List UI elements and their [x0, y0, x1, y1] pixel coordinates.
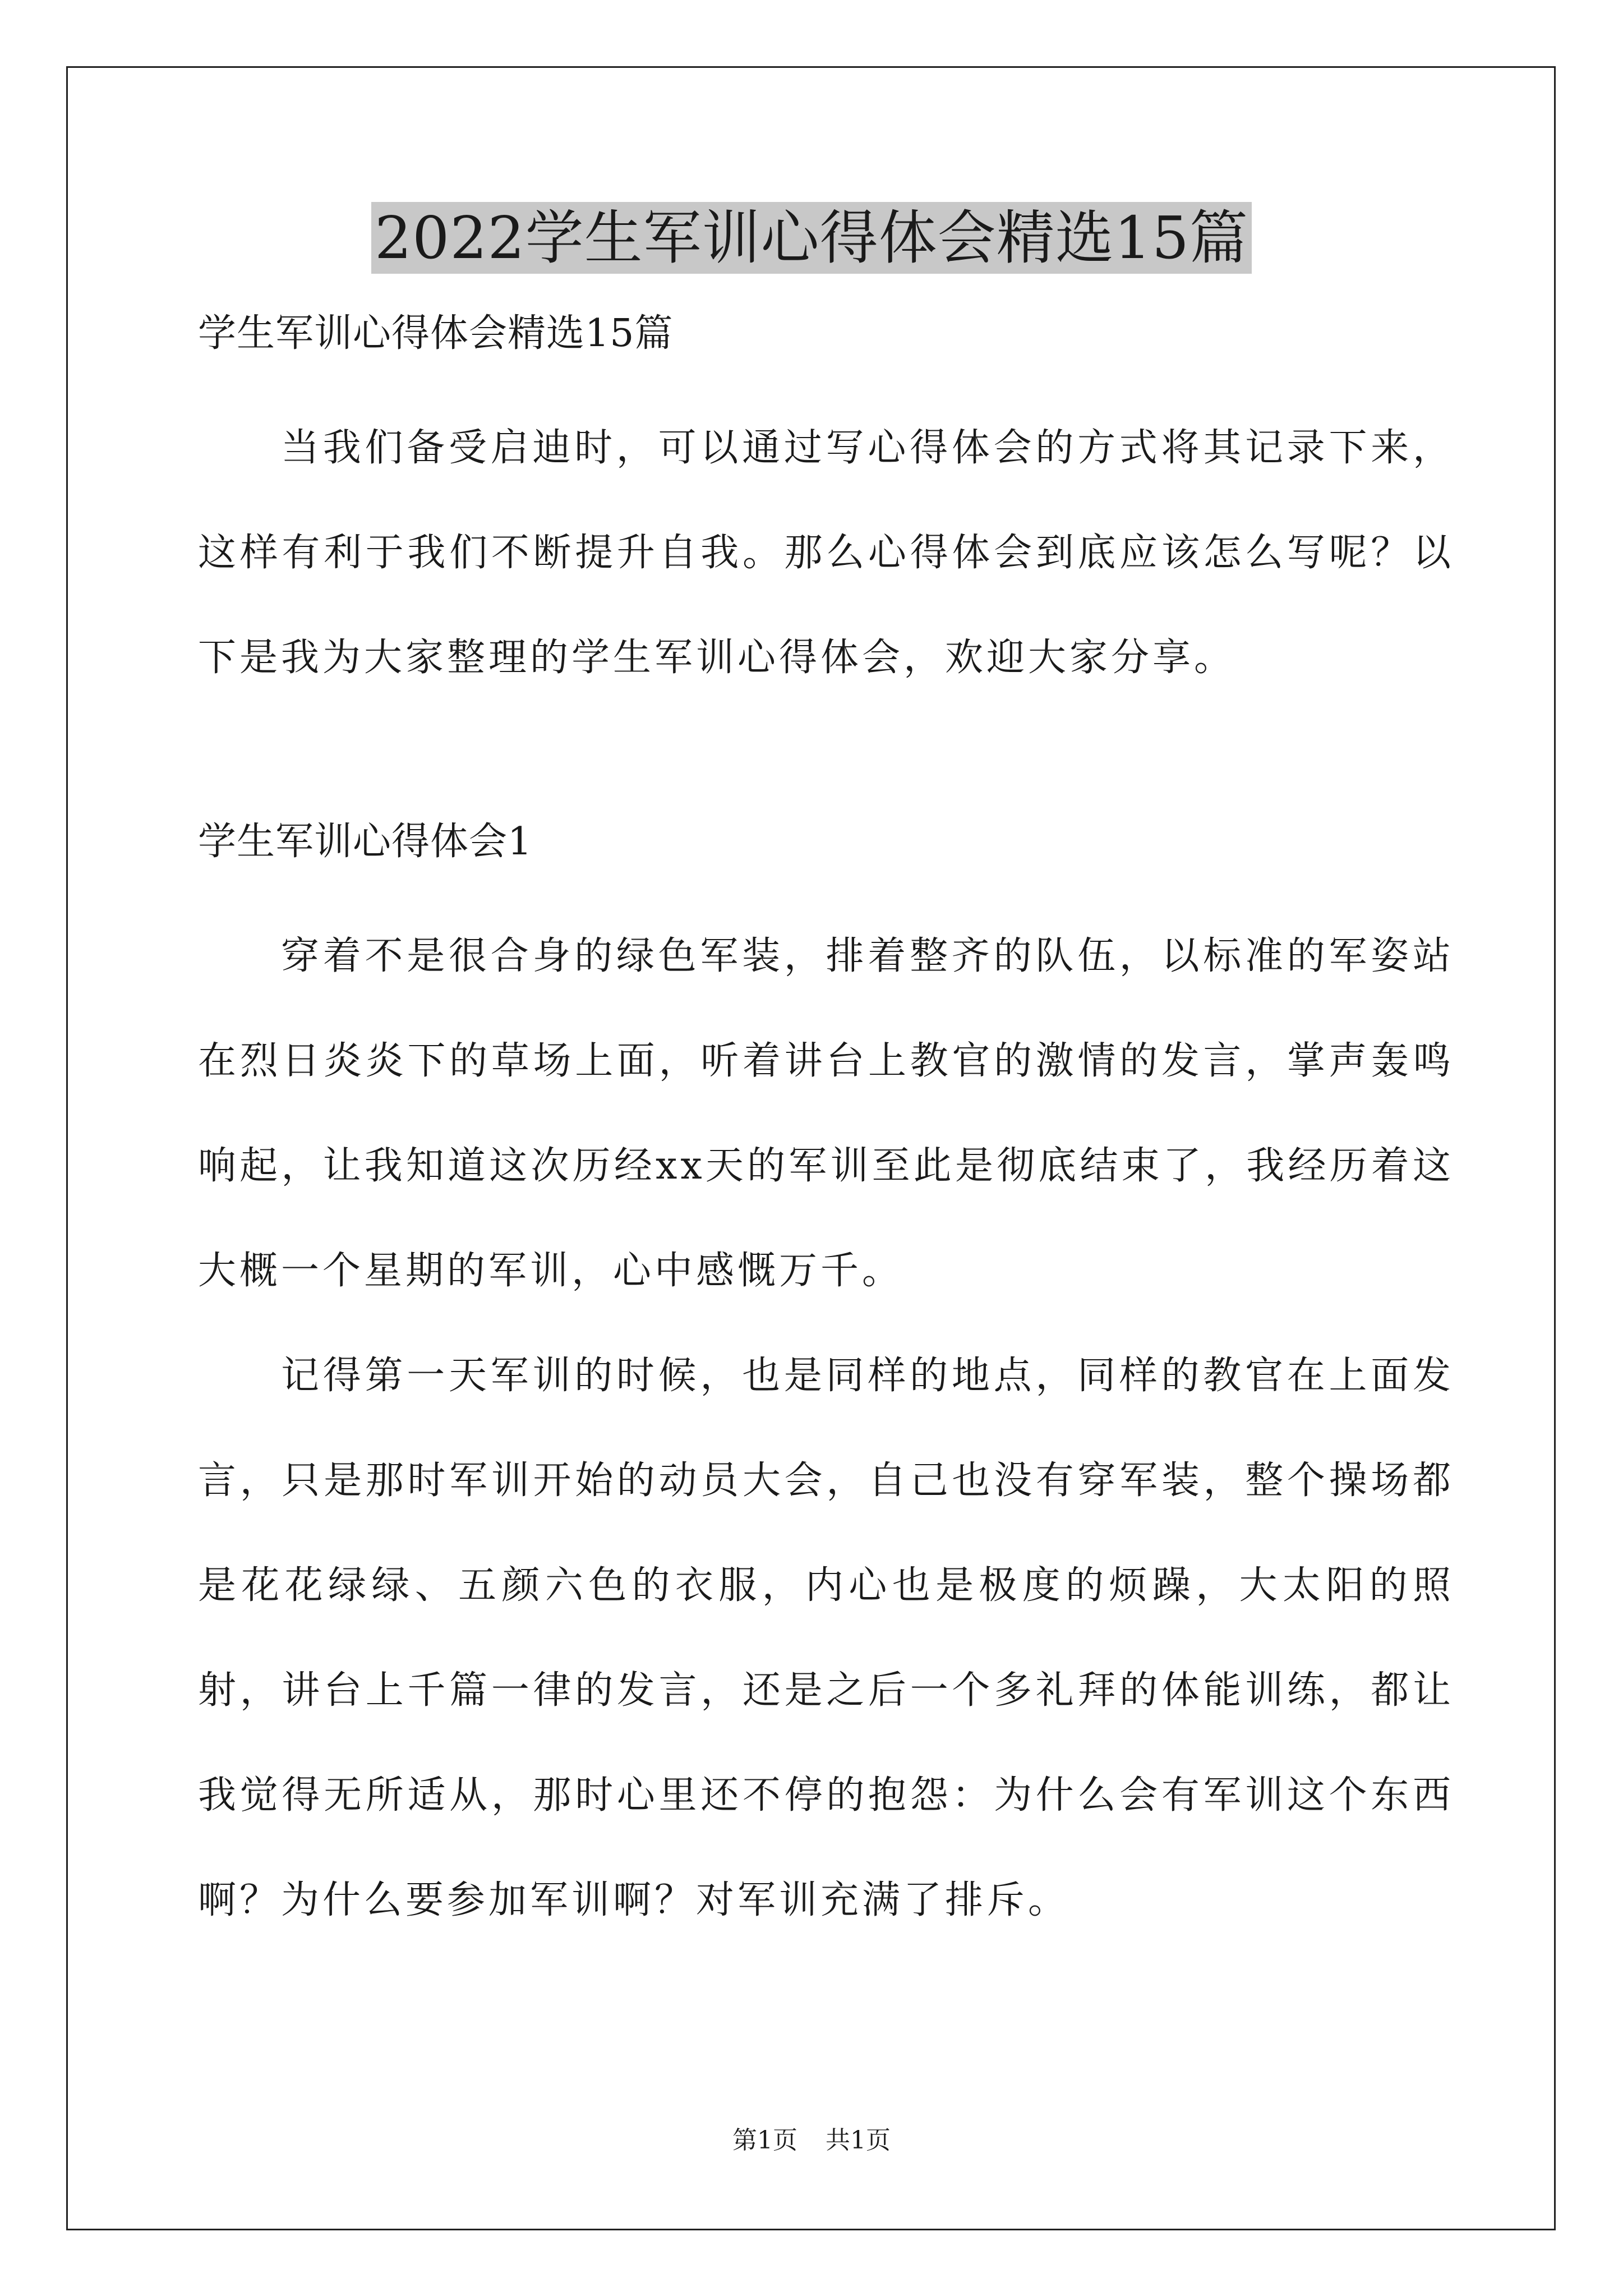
title-container: [0, 202, 1623, 274]
paragraph-1: 穿着不是很合身的绿色军装，排着整齐的队伍，以标准的军姿站在烈日炎炎下的草场上面，听着讲台上教官的激情的发言，掌声轰鸣响起，让我知道这次历经xx天的军训至此是彻底结束了，我经历着这大概一个星期的军训，心中感慨万千。: [198, 934, 1454, 1293]
page-footer: [0, 2125, 1623, 2156]
section-heading: 学生军训心得体会1: [198, 820, 533, 864]
paragraph-2: 记得第一天军训的时候，也是同样的地点，同样的教官在上面发言，只是那时军训开始的动员大会，自己也没有穿军装，整个操场都是花花绿绿、五颜六色的衣服，内心也是极度的烦躁，大太阳的照射，讲台上千篇一律的发言，还是之后一个多礼拜的体能训练，都让我觉得无所适从，那时心里还不停的抱怨：为什么会有军训这个东西啊？为什么要参加军训啊？对军训充满了排斥。: [198, 1354, 1454, 1922]
page-number: 第1页: [732, 2126, 797, 2155]
document-body: [198, 311, 1454, 1953]
intro-paragraph: 当我们备受启迪时，可以通过写心得体会的方式将其记录下来，这样有利于我们不断提升自我。那么心得体会到底应该怎么写呢？以下是我为大家整理的学生军训心得体会，欢迎大家分享。: [198, 426, 1454, 680]
subtitle: 学生军训心得体会精选15篇: [198, 311, 674, 356]
page-total: 共1页: [826, 2126, 891, 2155]
page-title: 2022学生军训心得体会精选15篇: [371, 202, 1252, 274]
